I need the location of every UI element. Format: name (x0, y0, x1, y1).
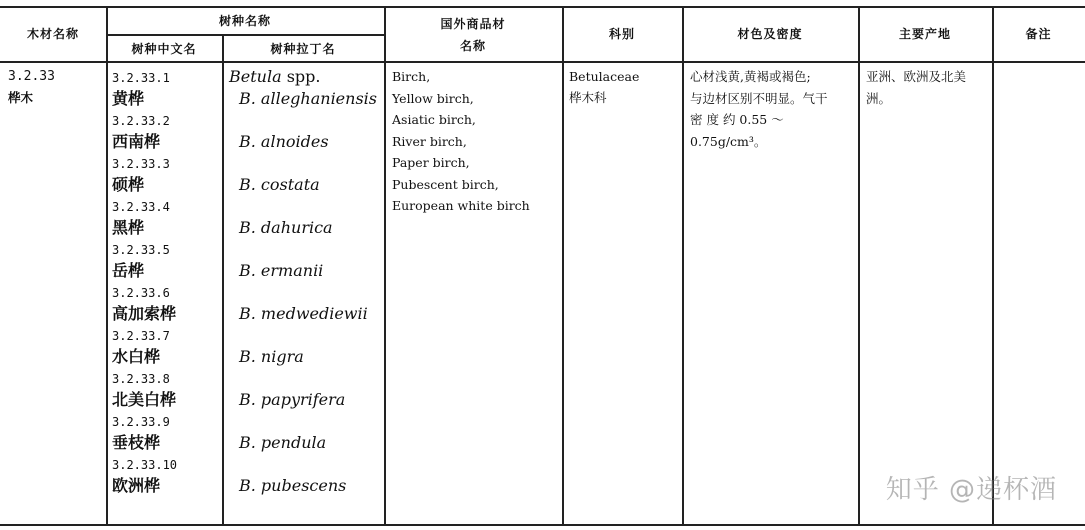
species-code: 3.2.33.6 (112, 286, 170, 300)
table-bottom-border (0, 524, 1085, 526)
header-foreign-trade-line2: 名称 (459, 39, 486, 53)
species-cn-name: 岳桦 (112, 260, 145, 280)
color-density-list (690, 66, 828, 152)
col-divider-6 (858, 6, 860, 525)
species-cn-name: 欧洲桦 (112, 475, 161, 495)
species-latin-list (229, 66, 377, 496)
header-species-latin: 树种拉丁名 (270, 42, 336, 56)
species-code: 3.2.33.1 (112, 71, 170, 85)
trade-name-item: Paper birch, (392, 155, 470, 170)
species-code: 3.2.33.7 (112, 329, 170, 343)
species-latin-row (229, 66, 377, 88)
species-latin-row (229, 389, 377, 411)
species-latin-row (229, 367, 377, 389)
species-cn-row (112, 389, 177, 411)
species-latin-name: B. papyrifera (239, 389, 346, 409)
species-cn-name: 黑桦 (112, 217, 145, 237)
species-cn-row (112, 303, 177, 325)
watermark-text: 知乎 @递杯酒 (885, 475, 1057, 505)
species-latin-name: B. medwediewii (239, 303, 368, 323)
species-cn-row (112, 410, 177, 432)
color-density-line: 与边材区别不明显。气干 (690, 90, 828, 106)
col-divider-3 (384, 6, 386, 525)
species-latin-row (229, 88, 377, 110)
species-code: 3.2.33.9 (112, 415, 170, 429)
header-species-name: 树种名称 (218, 14, 271, 28)
species-latin-row (229, 131, 377, 153)
header-color-density: 材色及密度 (737, 27, 803, 41)
species-latin-row (229, 324, 377, 346)
col-divider-5 (682, 6, 684, 525)
color-density-line: 心材浅黄,黄褐或褐色; (690, 69, 811, 84)
species-cn-row (112, 217, 177, 239)
col-divider-1 (106, 6, 108, 525)
header-foreign-trade-line1: 国外商品材 (440, 17, 506, 31)
header-bottom-border (0, 61, 1085, 63)
color-density-line: 0.75g/cm³。 (690, 133, 767, 149)
species-cn-row (112, 131, 177, 153)
species-latin-name: B. alleghaniensis (239, 88, 377, 108)
header-family: 科别 (608, 27, 635, 41)
species-cn-row (112, 453, 177, 475)
species-cn-row (112, 238, 177, 260)
col-divider-2 (222, 34, 224, 525)
trade-name-item: Birch, (392, 69, 431, 84)
species-cn-row (112, 260, 177, 282)
color-density-line: 密 度 约 0.55 ～ (690, 112, 784, 127)
species-latin-name: B. nigra (239, 346, 304, 366)
species-latin-row (229, 453, 377, 475)
species-latin-name: B. alnoides (239, 131, 329, 151)
trade-name-item: Yellow birch, (392, 90, 474, 106)
col-divider-4 (562, 6, 564, 525)
species-cn-name: 黄桦 (112, 88, 145, 108)
species-latin-name: B. pubescens (239, 475, 347, 495)
species-code: 3.2.33.10 (112, 458, 178, 472)
species-latin-row (229, 475, 377, 497)
table-top-border (0, 6, 1085, 8)
trade-name-item: Pubescent birch, (392, 176, 499, 192)
species-code: 3.2.33.4 (112, 200, 170, 214)
species-cn-row (112, 281, 177, 303)
subheader-divider (106, 34, 384, 36)
trade-names-list (392, 66, 530, 217)
family-latin: Betulaceae (569, 69, 640, 84)
species-cn-name: 北美白桦 (112, 389, 177, 409)
wood-name: 桦木 (8, 90, 34, 105)
header-remarks: 备注 (1025, 27, 1052, 41)
species-latin-row (229, 303, 377, 325)
species-latin-row (229, 238, 377, 260)
header-species-cn: 树种中文名 (131, 42, 197, 56)
origin-list (866, 66, 966, 109)
species-cn-row (112, 66, 177, 88)
species-cn-row (112, 475, 177, 497)
species-code: 3.2.33.8 (112, 372, 170, 386)
species-latin-row (229, 346, 377, 368)
species-latin-row (229, 152, 377, 174)
trade-name-item: European white birch (392, 198, 530, 213)
species-cn-row (112, 432, 177, 454)
species-code: 3.2.33.5 (112, 243, 170, 257)
origin-line: 洲。 (866, 90, 892, 106)
species-latin-name: Betula spp. (229, 67, 321, 86)
species-latin-row (229, 281, 377, 303)
species-latin-row (229, 174, 377, 196)
family-cn: 桦木科 (569, 90, 607, 105)
species-latin-row (229, 260, 377, 282)
species-latin-row (229, 410, 377, 432)
species-cn-name: 水白桦 (112, 346, 161, 366)
species-latin-name: B. dahurica (239, 217, 333, 237)
species-cn-name: 西南桦 (112, 131, 161, 151)
species-latin-name: B. ermanii (239, 260, 324, 280)
origin-line: 亚洲、欧洲及北美 (866, 69, 967, 84)
species-cn-row (112, 152, 177, 174)
wood-code: 3.2.33 (8, 69, 55, 84)
species-cn-list (112, 66, 177, 496)
species-cn-row (112, 195, 177, 217)
species-latin-row (229, 195, 377, 217)
species-cn-row (112, 88, 177, 110)
species-code: 3.2.33.2 (112, 114, 170, 128)
trade-name-item: Asiatic birch, (392, 112, 476, 127)
species-cn-row (112, 174, 177, 196)
species-cn-name: 硕桦 (112, 174, 145, 194)
header-wood-name: 木材名称 (26, 27, 79, 41)
species-latin-row (229, 217, 377, 239)
col-divider-7 (992, 6, 994, 525)
header-origin: 主要产地 (898, 27, 951, 41)
species-cn-name: 垂枝桦 (112, 432, 161, 452)
species-cn-name: 高加索桦 (112, 303, 177, 323)
species-latin-name: B. pendula (239, 432, 327, 452)
species-latin-row (229, 109, 377, 131)
species-latin-row (229, 432, 377, 454)
species-cn-row (112, 367, 177, 389)
species-cn-row (112, 109, 177, 131)
species-latin-name: B. costata (239, 174, 320, 194)
trade-name-item: River birch, (392, 133, 467, 149)
species-code: 3.2.33.3 (112, 157, 170, 171)
species-cn-row (112, 324, 177, 346)
species-cn-row (112, 346, 177, 368)
